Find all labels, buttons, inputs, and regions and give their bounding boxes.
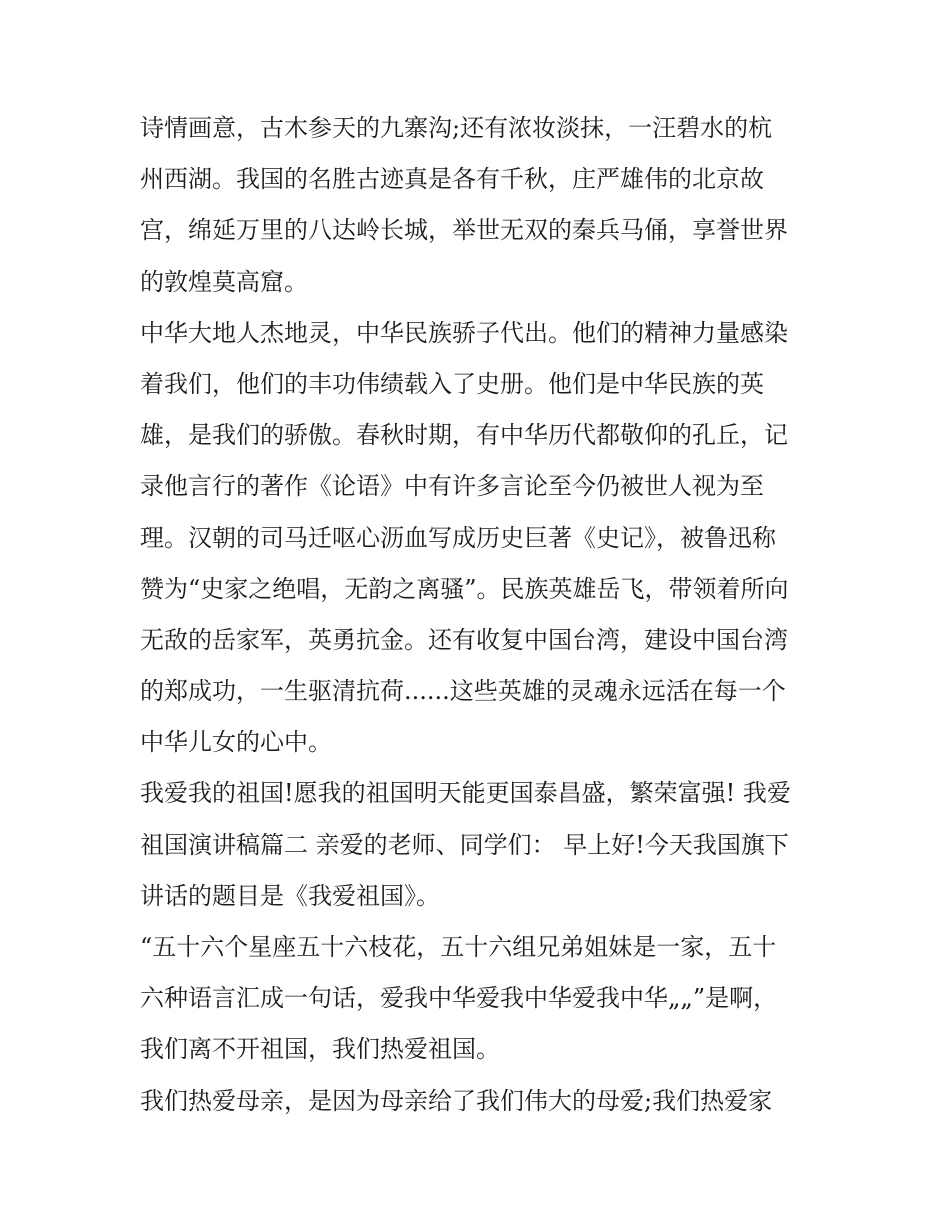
text-line: 着我们，他们的丰功伟绩载入了史册。他们是中华民族的英 (140, 369, 764, 398)
text-line: 的郑成功，一生驱清抗荷......这些英雄的灵魂永远活在每一个 (140, 677, 786, 706)
text-line: 州西湖。我国的名胜古迹真是各有千秋，庄严雄伟的北京故 (140, 165, 764, 194)
text-line: 六种语言汇成一句话，爱我中华爱我中华爱我中华„„”是啊， (140, 984, 778, 1013)
text-line: 理。汉朝的司马迁呕心沥血写成历史巨著《史记》，被鲁迅称 (140, 523, 776, 552)
text-line: 录他言行的著作《论语》中有许多言论至今仍被世人视为至 (140, 472, 764, 501)
text-line: 我爱我的祖国!愿我的祖国明天能更国泰昌盛，繁荣富强! 我爱 (140, 779, 791, 808)
text-line: 中华大地人杰地灵，中华民族骄子代出。他们的精神力量感染 (140, 318, 788, 347)
text-line: 祖国演讲稿篇二 亲爱的老师、同学们： 早上好!今天我国旗下 (140, 830, 789, 859)
text-line: 诗情画意，古木参天的九寨沟;还有浓妆淡抹，一汪碧水的杭 (140, 114, 773, 142)
text-line: 中华儿女的心中。 (140, 728, 332, 757)
text-line: 雄，是我们的骄傲。春秋时期，有中华历代都敬仰的孔丘，记 (140, 421, 788, 450)
text-line: 无敌的岳家军，英勇抗金。还有收复中国台湾，建设中国台湾 (140, 625, 788, 654)
text-line: “五十六个星座五十六枝花，五十六组兄弟姐妹是一家，五十 (140, 933, 777, 961)
text-line: 我们离不开祖国，我们热爱祖国。 (140, 1035, 500, 1064)
document-body (140, 103, 820, 1127)
text-line: 我们热爱母亲，是因为母亲给了我们伟大的母爱;我们热爱家 (140, 1086, 773, 1115)
text-line: 宫，绵延万里的八达岭长城，举世无双的秦兵马俑，享誉世界 (140, 216, 788, 245)
text-line: 赞为“史家之绝唱，无韵之离骚”。民族英雄岳飞，带领着所向 (140, 574, 789, 603)
text-line: 讲话的题目是《我爱祖国》。 (140, 881, 440, 910)
text-line: 的敦煌莫高窟。 (140, 267, 308, 296)
